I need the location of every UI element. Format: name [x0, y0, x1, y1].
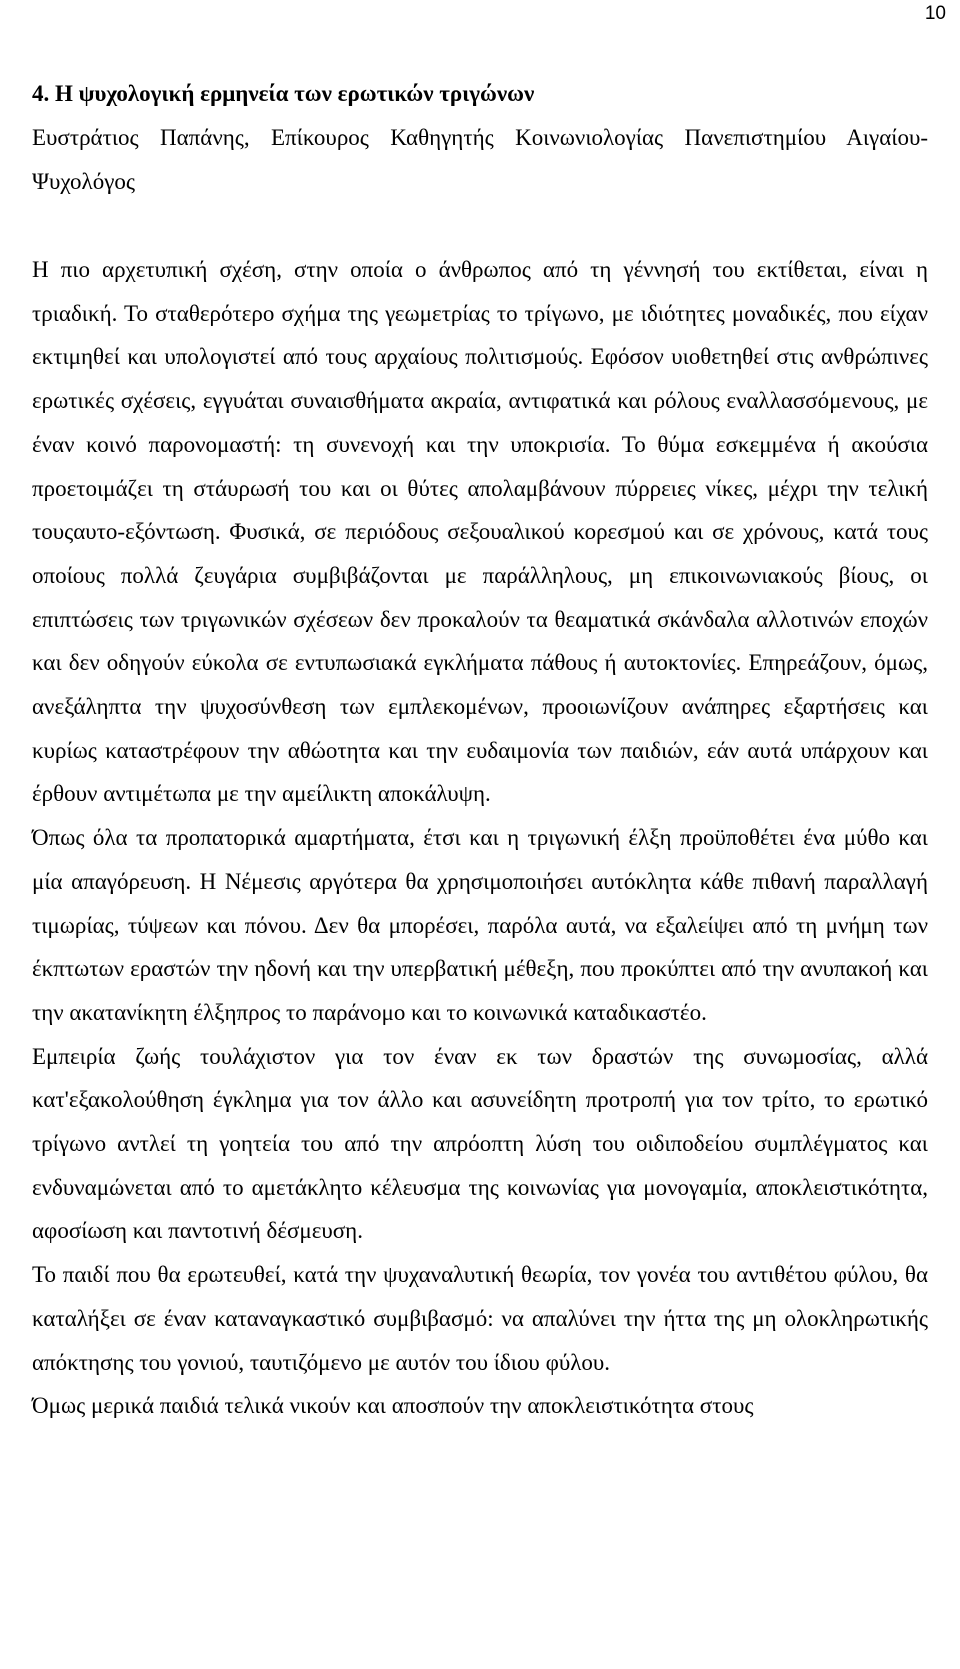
blank-line: [32, 204, 928, 248]
document-body: [32, 72, 928, 1428]
page-number: 10: [924, 3, 946, 24]
section-heading: 4. Η ψυχολογική ερμηνεία των ερωτικών τριγώνων: [32, 81, 535, 106]
paragraph-2: Όπως όλα τα προπατορικά αμαρτήματα, έτσι και η τριγωνική έλξη προϋποθέτει ένα μύθο και μία απαγόρευση. Η Νέμεσις αργότερα θα χρησιμοποιήσει αυτόκλητα κάθε πιθανή παραλλαγή τιμωρίας, τύψεων και πόνου. Δεν θα μπορέσει, παρόλα αυτά, να εξαλείψει από τη μνήμη των έκπτωτων εραστών την ηδονή και την υπερβατική μέθεξη, που προκύπτει από την ανυπακοή και την ακατανίκητη έλξηπρος το παράνομο και το κοινωνικά καταδικαστέο.: [32, 825, 928, 1025]
paragraph-4: Το παιδί που θα ερωτευθεί, κατά την ψυχαναλυτική θεωρία, τον γονέα του αντιθέτου φύλου, θα καταλήξει σε έναν καταναγκαστικό συμβιβασμό: να απαλύνει την ήττα της μη ολοκληρωτικής απόκτησης του γονιού, ταυτιζόμενο με αυτόν του ίδιου φύλου.: [32, 1262, 928, 1375]
author-line: Ευστράτιος Παπάνης, Επίκουρος Καθηγητής Κοινωνιολογίας Πανεπιστημίου Αιγαίου-Ψυχολόγος: [32, 125, 928, 194]
paragraph-3: Εμπειρία ζωής τουλάχιστον για τον έναν εκ των δραστών της συνωμοσίας, αλλά κατ'εξακολούθηση έγκλημα για τον άλλο και ασυνείδητη προτροπή για τον τρίτο, το ερωτικό τρίγωνο αντλεί τη γοητεία του από την απρόοπτη λύση του οιδιποδείου συμπλέγματος και ενδυναμώνεται από το αμετάκλητο κέλευσμα της κοινωνίας για μονογαμία, αποκλειστικότητα, αφοσίωση και παντοτινή δέσμευση.: [32, 1043, 928, 1244]
paragraph-5: Όμως μερικά παιδιά τελικά νικούν και αποσπούν την αποκλειστικότητα στους: [32, 1393, 754, 1419]
paragraph-1: Η πιο αρχετυπική σχέση, στην οποία ο άνθρωπος από τη γέννησή του εκτίθεται, είναι η τριαδική. Το σταθερότερο σχήμα της γεωμετρίας το τρίγωνο, με ιδιότητες μοναδικές, που είχαν εκτιμηθεί και υπολογιστεί από τους αρχαίους πολιτισμούς. Εφόσον υιοθετηθεί στις ανθρώπινες ερωτικές σχέσεις, εγγυάται συναισθήματα ακραία, αντιφατικά και ρόλους εναλλασσόμενους, με έναν κοινό παρονομαστή: τη συνενοχή και την υποκρισία. Το θύμα εσκεμμένα ή ακούσια προετοιμάζει τη στάυρωσή του και οι θύτες απολαμβάνουν πύρρειες νίκες, μέχρι την τελική τουςαυτο-εξόντωση. Φυσικά, σε περιόδους σεξουαλικού κορεσμού και σε χρόνους, κατά τους οποίους πολλά ζευγάρια συμβιβάζονται με παράλληλους, μη επικοινωνιακούς βίους, οι επιπτώσεις των τριγωνικών σχέσεων δεν προκαλούν τα θεαματικά σκάνδαλα αλλοτινών εποχών και δεν οδηγούν εύκολα σε εντυπωσιακά εγκλήματα πάθους ή αυτοκτονίες. Επηρεάζουν, όμως, ανεξάληπτα την ψυχοσύνθεση των εμπλεκομένων, προοιωνίζουν ανάπηρες εξαρτήσεις και κυρίως καταστρέφουν την αθώοτητα και την ευδαιμονία των παιδιών, εάν αυτά υπάρχουν και έρθουν αντιμέτωπα με την αμείλικτη αποκάλυψη.: [32, 257, 928, 807]
